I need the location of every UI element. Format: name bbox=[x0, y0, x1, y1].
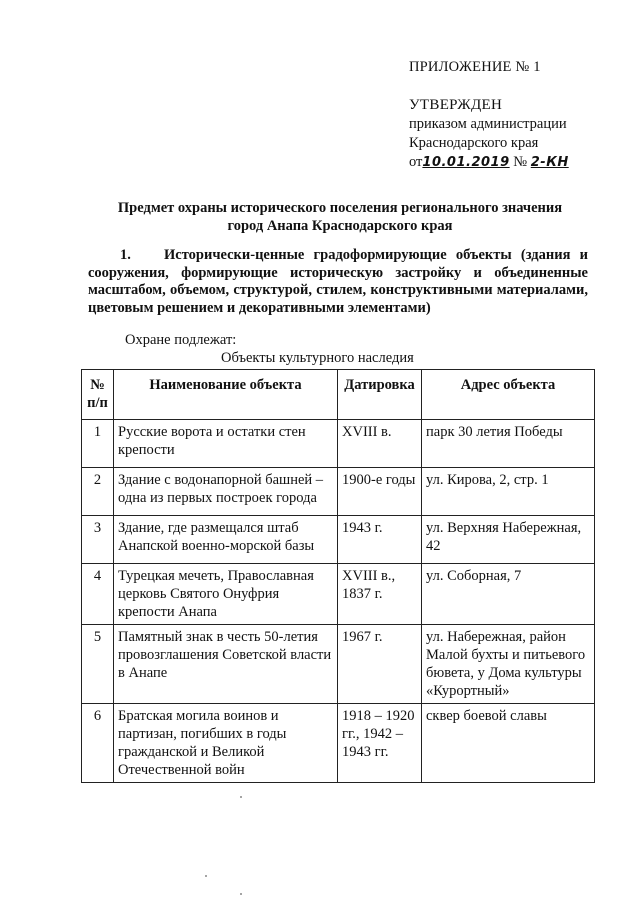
row-name: Русские ворота и остатки стен крепости bbox=[114, 420, 338, 468]
row-date: 1943 г. bbox=[338, 516, 422, 564]
row-number: 2 bbox=[82, 468, 114, 516]
row-date: 1900-е годы bbox=[338, 468, 422, 516]
row-address: сквер боевой славы bbox=[422, 704, 595, 783]
row-name: Турецкая мечеть, Православная церковь Святого Онуфрия крепости Анапа bbox=[114, 564, 338, 625]
row-number: 3 bbox=[82, 516, 114, 564]
header-date: Датировка bbox=[338, 370, 422, 420]
approval-date-line bbox=[409, 153, 634, 172]
title-line-2: город Анапа Краснодарского края bbox=[227, 218, 453, 234]
table-row bbox=[82, 420, 595, 468]
scan-artifact bbox=[205, 875, 207, 877]
table-row bbox=[82, 564, 595, 625]
table-row bbox=[82, 625, 595, 704]
order-number: 2-КН bbox=[530, 155, 569, 170]
header-address: Адрес объекта bbox=[422, 370, 595, 420]
row-date: 1918 – 1920 гг., 1942 – 1943 гг. bbox=[338, 704, 422, 783]
table-header-row bbox=[82, 370, 595, 420]
subject-label: Охране подлежат: bbox=[125, 332, 237, 348]
row-name: Здание, где размещался штаб Анапской военно-морской базы bbox=[114, 516, 338, 564]
header-name: Наименование объекта bbox=[114, 370, 338, 420]
annex-number: ПРИЛОЖЕНИЕ № 1 bbox=[409, 59, 541, 75]
document-title bbox=[60, 199, 620, 235]
row-name: Здание с водонапорной башней – одна из первых построек города bbox=[114, 468, 338, 516]
row-date: 1967 г. bbox=[338, 625, 422, 704]
row-date: XVIII в. bbox=[338, 420, 422, 468]
row-number: 5 bbox=[82, 625, 114, 704]
row-name: Братская могила воинов и партизан, погибших в годы гражданской и Великой Отечественной войн bbox=[114, 704, 338, 783]
section-number: 1. bbox=[120, 247, 131, 263]
row-address: ул. Соборная, 7 bbox=[422, 564, 595, 625]
approval-line-1: приказом администрации bbox=[409, 116, 567, 132]
title-line-1: Предмет охраны исторического поселения регионального значения bbox=[117, 200, 563, 216]
row-number: 6 bbox=[82, 704, 114, 783]
order-date: 10.01.2019 bbox=[422, 155, 510, 170]
row-number: 1 bbox=[82, 420, 114, 468]
section-text: Исторически-ценные градоформирующие объекты (здания и сооружения, формирующие историческую застройку и объединенные масштабом, объемом, структурой, стилем, конструктивными материалами, цветовым решением и декоративными элементами) bbox=[88, 247, 588, 316]
scan-artifact bbox=[240, 796, 242, 798]
row-address: парк 30 летия Победы bbox=[422, 420, 595, 468]
number-label: № bbox=[513, 154, 528, 170]
row-date: XVIII в., 1837 г. bbox=[338, 564, 422, 625]
table-row bbox=[82, 704, 595, 783]
approval-line-2: Краснодарского края bbox=[409, 135, 539, 151]
table-caption: Объекты культурного наследия bbox=[221, 350, 414, 366]
row-address: ул. Набережная, район Малой бухты и питьевого бювета, у Дома культуры «Курортный» bbox=[422, 625, 595, 704]
row-address: ул. Верхняя Набережная, 42 bbox=[422, 516, 595, 564]
scan-artifact bbox=[240, 893, 242, 895]
header-number: № п/п bbox=[82, 370, 114, 420]
approved-heading: УТВЕРЖДЕН bbox=[409, 97, 503, 113]
section-1 bbox=[88, 247, 588, 317]
row-name: Памятный знак в честь 50-летия провозглашения Советской власти в Анапе bbox=[114, 625, 338, 704]
from-label: от bbox=[409, 154, 423, 170]
row-number: 4 bbox=[82, 564, 114, 625]
row-address: ул. Кирова, 2, стр. 1 bbox=[422, 468, 595, 516]
table-row bbox=[82, 468, 595, 516]
heritage-table bbox=[81, 369, 595, 783]
approval-block bbox=[409, 58, 634, 172]
table-row bbox=[82, 516, 595, 564]
